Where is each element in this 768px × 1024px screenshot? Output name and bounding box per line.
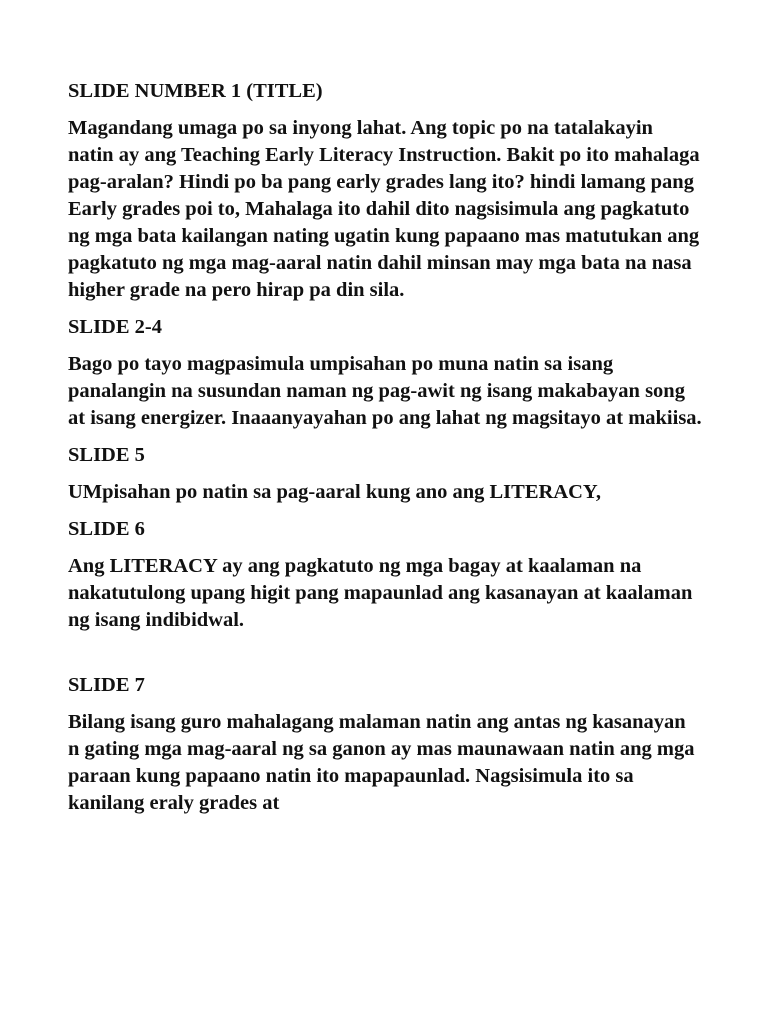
slide-5-body: UMpisahan po natin sa pag-aaral kung ano ang LITERACY, [68,481,601,503]
slide-2-4-body: Bago po tayo magpasimula umpisahan po muna natin sa isang panalangin na susundan naman ng pag-awit ng isang makabayan song at isang energizer. Inaaanyayahan po ang lahat ng magsitayo at makiisa. [68,353,702,429]
slide-2-4-heading: SLIDE 2-4 [68,316,162,338]
slide-1-heading: SLIDE NUMBER 1 (TITLE) [68,80,323,102]
slide-7-body: Bilang isang guro mahalagang malaman natin ang antas ng kasanayan n gating mga mag-aaral ng sa ganon ay mas maunawaan natin ang mga paraan kung papaano natin ito mapapaunlad. Nagsisimula ito sa kanilang eraly grades at [68,711,695,814]
slide-6-heading: SLIDE 6 [68,518,145,540]
slide-6-body: Ang LITERACY ay ang pagkatuto ng mga bagay at kaalaman na nakatutulong upang higit pang mapaunlad ang kasanayan at kaalaman ng isang indibidwal. [68,555,693,631]
slide-1-body: Magandang umaga po sa inyong lahat. Ang topic po na tatalakayin natin ay ang Teaching Early Literacy Instruction. Bakit po ito mahalaga pag-aralan? Hindi po ba pang early grades lang ito? hindi lamang pang Early grades poi to, Mahalaga ito dahil dito nagsisimula ang pagkatuto ng mga bata kailangan nating ugatin kung papaano mas matutukan ang pagkatuto ng mga mag-aaral natin dahil minsan may mga bata na nasa higher grade na pero hirap pa din sila. [68,117,700,301]
slide-5-heading: SLIDE 5 [68,444,145,466]
slide-7-heading: SLIDE 7 [68,674,145,696]
